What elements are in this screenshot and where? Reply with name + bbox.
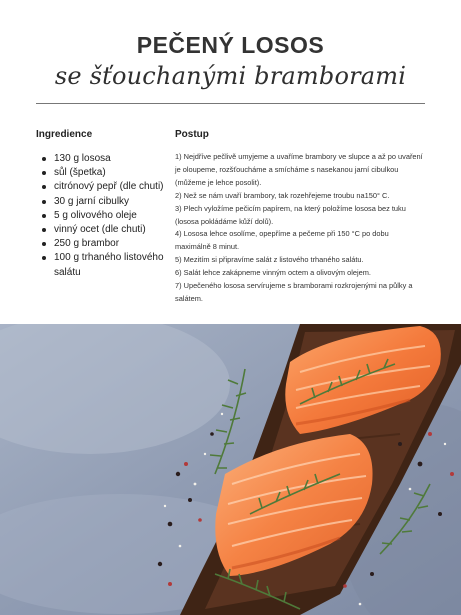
ingredient-item: 5 g olivového oleje: [40, 209, 170, 223]
method-step: 1) Nejdříve pečlivě umyjeme a uvaříme brambory ve slupce a až po uvaření je oloupeme, rozšťoucháme a smícháme s nasekanou jarní cibulkou (můžeme je lehce posolit).: [175, 152, 423, 187]
ingredient-item: 100 g trhaného listového salátu: [40, 251, 170, 279]
title-divider: [36, 103, 425, 104]
method-step: 3) Plech vyložíme pečicím papírem, na který položíme lososa bez tuku (lososa pokládáme kůží dolů).: [175, 203, 406, 226]
method-heading: Postup: [175, 129, 209, 140]
method-step: 6) Salát lehce zakápneme vinným octem a olivovým olejem.: [175, 268, 371, 278]
ingredient-item: citrónový pepř (dle chuti): [40, 180, 170, 194]
ingredient-item: vinný ocet (dle chuti): [40, 223, 170, 237]
ingredient-item: 130 g lososa: [40, 152, 170, 166]
method-step: 7) Upečeného lososa servírujeme s bramborami rozkrojenými na půlky a salátem.: [175, 281, 413, 303]
recipe-subtitle: se šťouchanými bramborami: [54, 62, 407, 90]
method-step: 5) Mezitím si připravíme salát z listového trhaného salátu.: [175, 255, 364, 265]
ingredient-item: 30 g jarní cibulky: [40, 195, 170, 209]
ingredients-heading: Ingredience: [36, 129, 93, 140]
method-step: 2) Než se nám uvaří brambory, tak rozehřejeme troubu na150° C.: [175, 190, 390, 200]
ingredients-list: [40, 152, 170, 280]
recipe-title: PEČENÝ LOSOS: [136, 32, 325, 58]
salmon-fillets-on-board-icon: [0, 324, 461, 615]
method-steps: [175, 151, 423, 306]
method-step: 4) Lososa lehce osolíme, opepříme a pečeme při 150 °C po dobu maximálně 8 minut.: [175, 229, 389, 252]
salmon-photo: [0, 324, 461, 615]
ingredient-item: 250 g brambor: [40, 237, 170, 251]
ingredient-item: sůl (špetka): [40, 166, 170, 180]
